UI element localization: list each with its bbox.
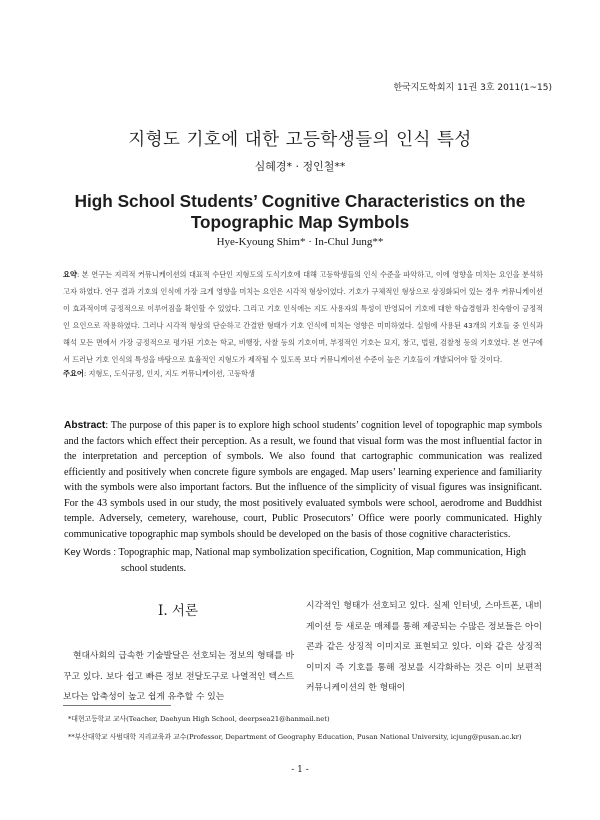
english-title-line-2: Topographic Map Symbols (190, 212, 410, 232)
english-abstract (64, 418, 542, 542)
english-keywords-label: Key Words : (64, 547, 117, 558)
footnote-1: *대현고등학교 교사(Teacher, Daehyun High School, deerpsea21@hanmail.net) (68, 715, 330, 723)
english-keywords-line-2: school students. (121, 562, 187, 574)
english-title (0, 191, 600, 233)
korean-abstract (63, 266, 543, 368)
english-title-line-1: High School Students’ Cognitive Characteristics on the (74, 191, 526, 211)
english-keywords-line-1: Topographic map, National map symbolization specification, Cognition, Map communication, High (118, 547, 527, 558)
body-column-left: 현대사회의 급속한 기술발달은 선호되는 정보의 형태를 바꾸고 있다. 보다 쉽고 빠른 정보 전달도구로 나열적인 텍스트보다는 압축성이 높고 쉽게 유추할 수 있는 (63, 651, 294, 702)
korean-authors: 심혜경* · 정인철** (254, 160, 346, 173)
english-keywords (64, 545, 542, 576)
footnote-2: **부산대학교 사범대학 지리교육과 교수(Professor, Department of Geography Education, Pusan National University, icjung@pusan.ac.kr) (68, 733, 522, 741)
page-number: - 1 - (291, 765, 309, 775)
footnote-divider (63, 705, 171, 706)
korean-abstract-text: : 본 연구는 지리적 커뮤니케이션의 대표적 수단인 지형도의 도식기호에 대해 고등학생들의 인식 수준을 파악하고, 이에 영향을 미치는 요인을 분석하고자 하였다. 연구 결과 기호의 인식에 가장 크게 영향을 미치는 요인은 시각적 형상이었다. 기호가 구체적인 형상으로 상징화되어 있는 경우 커뮤니케이션이 효과적이며 긍정적으로 이루어짐을 확인할 수 있었다. 그리고 기호 인식에는 지도 사용자의 특성이 반영되어 기호에 대한 학습경험과 친숙함이 긍정적인 요인으로 작용하였다. 그러나 시각적 형상의 단순하고 간결한 형태가 기호 인식에 미치는 영향은 미미하였다. 실험에 사용된 43개의 기호들 중 인식과 해석 모든 면에서 가장 긍정적으로 평가된 기호는 학교, 비행장, 사찰 등의 기호이며, 부정적인 기호는 묘지, 창고, 법원, 검찰청 등의 기호였다. 본 연구에서 드러난 기호 인식의 특성을 바탕으로 효율적인 지형도가 제작될 수 있도록 보다 커뮤니케이션 수준이 높은 기호들이 개발되어야 할 것이다. (63, 270, 543, 364)
korean-keywords-text: : 지형도, 도식규정, 인지, 지도 커뮤니케이션, 고등학생 (83, 369, 255, 378)
journal-citation: 한국지도학회지 11권 3호 2011(1~15) (393, 83, 552, 93)
korean-title: 지형도 기호에 대한 고등학생들의 인식 특성 (128, 130, 472, 150)
korean-keywords-label: 주요어 (63, 369, 84, 378)
korean-abstract-label: 요약 (63, 270, 77, 279)
section-heading: I. 서론 (158, 603, 198, 619)
english-abstract-label: Abstract (64, 420, 106, 431)
korean-keywords (63, 369, 543, 379)
english-abstract-text: : The purpose of this paper is to explore high school students’ cognition level of topographic map symbols and the factors which effect their perception. As a result, we found that visual form was the most influential factor in the interpretation and perception of symbols. We also found that cartographic communication was realized efficiently and positively when concrete figure symbols are engaged. Map users’ learning experience and familiarity with the symbols were also important factors. But the influence of the simplicity of visual figures was insignificant. For the 43 symbols used in our study, the most positively evaluated symbols were school, aerodrome and Buddhist temple. Adversely, cemetery, warehouse, court, Public Prosecutors’ Office were poorly communicated. Highly communicative topographic map symbols should be developed on the basis of those cognitive characteristics. (64, 420, 542, 540)
body-column-right: 시각적인 형태가 선호되고 있다. 실제 인터넷, 스마트폰, 내비게이션 등 새로운 매체를 통해 제공되는 수많은 정보들은 아이콘과 같은 상징적 이미지로 표현되고 있다. 이와 같은 상징적 이미지 즉 기호를 통해 정보를 시각화하는 것은 이미 보편적 커뮤니케이션의 한 형태이 (306, 601, 542, 693)
english-authors: Hye-Kyoung Shim* · In-Chul Jung** (216, 236, 384, 248)
